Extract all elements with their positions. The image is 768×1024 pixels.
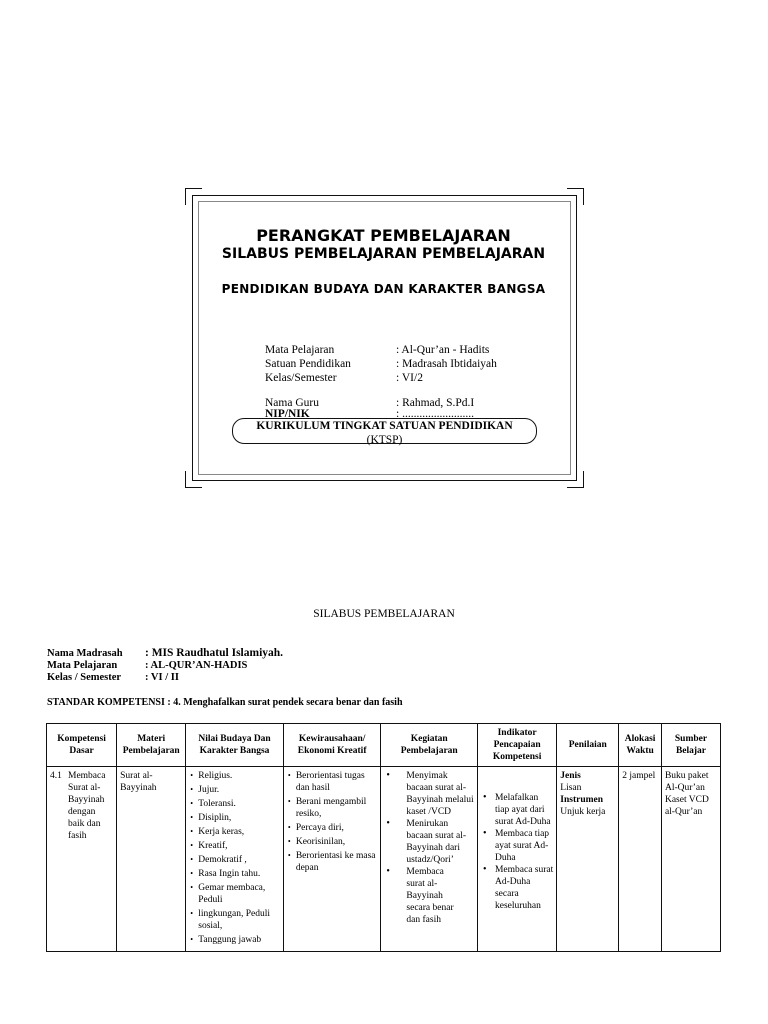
list-item: • Berorientasi tugas dan hasil [287,770,378,794]
indikator-cell [477,767,556,952]
list-item: • Percaya diri, [287,822,378,834]
indikator-list [481,792,553,912]
table-header-row [47,724,721,767]
cover-info-label: Kelas/Semester [265,372,337,384]
kegiatan-list [384,770,474,926]
syllabus-table [46,723,721,952]
column-header: Alokasi Waktu [619,724,662,767]
alokasi-cell: 2 jampel [619,767,662,952]
ktsp-line-1: KURIKULUM TINGKAT SATUAN PENDIDIKAN [256,420,513,432]
list-item: • Religius. [189,770,280,782]
penilaian-cell [557,767,619,952]
list-item: • Berorientasi ke masa depan [287,850,378,874]
jenis-value: Lisan [560,783,582,793]
kd-number: 4.1 [50,771,62,781]
cover-subtitle-2: PENDIDIKAN BUDAYA DAN KARAKTER BANGSA [221,282,546,296]
list-item: • Melafalkan tiap ayat dari surat Ad-Duha [481,792,553,828]
cover-title: PERANGKAT PEMBELAJARAN [256,226,511,245]
list-item: • Tanggung jawab [189,934,280,946]
info-value: : AL-QUR’AN-HADIS [145,660,248,671]
cover-info-label: Nama Guru [265,397,319,409]
column-header: Materi Pembelajaran [117,724,186,767]
column-header: Kewirausahaan/ Ekonomi Kreatif [283,724,381,767]
column-header: Nilai Budaya Dan Karakter Bangsa [186,724,284,767]
cover-info-label: Mata Pelajaran [265,344,335,356]
list-item: • Membaca surat Ad-Duha secara keseluruhan [481,864,553,912]
nilai-cell [186,767,284,952]
cover-info-value: : Madrasah Ibtidaiyah [396,358,497,370]
instrumen-value: Unjuk kerja [560,807,606,817]
kewirausahaan-list [287,770,378,874]
info-label: Nama Madrasah [47,648,123,659]
cover-nip-label: NIP/NIK [265,408,310,420]
list-item: • Toleransi. [189,798,280,810]
list-item: • Gemar membaca, Peduli [189,882,280,906]
list-item: • Menirukan bacaan surat al-Bayyinah dari ustadz/Qori’ [384,818,474,866]
column-header: Penilaian [557,724,619,767]
list-item: • Menyimak bacaan surat al-Bayyinah melalui kaset /VCD [384,770,474,818]
list-item: • Kreatif, [189,840,280,852]
info-label: Mata Pelajaran [47,660,118,671]
jenis-label: Jenis [560,771,581,781]
list-item: • Disiplin, [189,812,280,824]
standar-kompetensi: STANDAR KOMPETENSI : 4. Menghafalkan surat pendek secara benar dan fasih [47,697,403,708]
instrumen-label: Instrumen [560,795,604,805]
ktsp-line-2: (KTSP) [366,434,403,446]
sumber-cell: Buku paket Al-Qur’an Kaset VCD al-Qur’an [661,767,720,952]
cover-corner-bottom-left [185,471,202,488]
column-header: Indikator Pencapaian Kompetensi [477,724,556,767]
cover-corner-top-right [567,188,584,205]
kd-text: Membaca Surat al-Bayyinah dengan baik dan fasih [68,771,106,841]
kegiatan-cell [381,767,478,952]
cover-corner-bottom-right [567,471,584,488]
list-item: • Keorisinilan, [287,836,378,848]
list-item: • Membaca tiap ayat surat Ad-Duha [481,828,553,864]
materi-cell: Surat al-Bayyinah [117,767,186,952]
info-value: : MIS Raudhatul Islamiyah. [145,647,284,659]
info-label: Kelas / Semester [47,672,122,683]
cover-info-value: : Al-Qur’an - Hadits [396,344,490,356]
kompetensi-dasar-cell [47,767,117,952]
list-item: • Jujur. [189,784,280,796]
table-row [47,767,721,952]
cover-info-value: : VI/2 [396,372,423,384]
syllabus-title: SILABUS PEMBELAJARAN [313,608,455,620]
list-item: • Membaca surat al-Bayyinah secara benar dan fasih [384,866,474,926]
info-value: : VI / II [145,672,179,683]
kewirausahaan-cell [283,767,381,952]
column-header: Kompetensi Dasar [47,724,117,767]
list-item: • Kerja keras, [189,826,280,838]
list-item: • lingkungan, Peduli sosial, [189,908,280,932]
cover-nip-value: : ......................... [396,408,474,420]
cover-subtitle: SILABUS PEMBELAJARAN PEMBELAJARAN [221,246,546,262]
list-item: • Rasa Ingin tahu. [189,868,280,880]
list-item: • Berani mengambil resiko, [287,796,378,820]
nilai-list [189,770,280,946]
cover-info-label: Satuan Pendidikan [265,358,351,370]
column-header: Kegiatan Pembelajaran [381,724,478,767]
cover-corner-top-left [185,188,202,205]
list-item: • Demokratif , [189,854,280,866]
cover-info-value: : Rahmad, S.Pd.I [396,397,475,409]
column-header: Sumber Belajar [661,724,720,767]
